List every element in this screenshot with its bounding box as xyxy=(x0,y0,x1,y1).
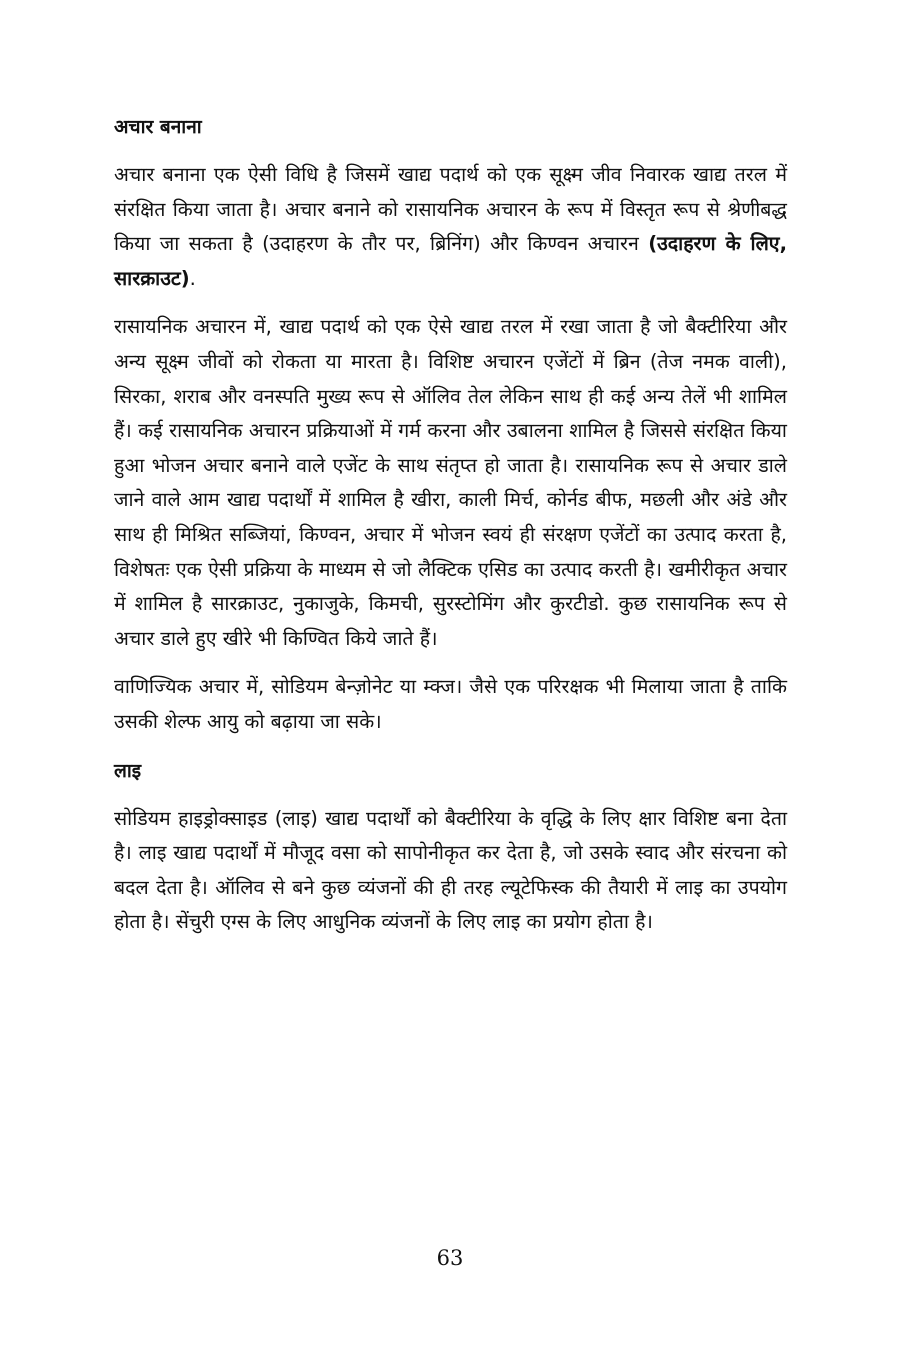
paragraph-lye xyxy=(114,802,787,940)
section-heading-lye: लाइ xyxy=(114,759,142,782)
paragraph-text: अचार बनाना एक ऐसी विधि है जिसमें खाद्य पदार्थ को एक सूक्ष्म जीव निवारक खाद्य तरल में संरक्षित किया जाता है। अचार बनाने को रासायनिक अचारन के रूप में विस्तृत रूप से श्रेणीबद्ध किया जा सकता है (उदाहरण के तौर पर, ब्रिनिंग) और किण्वन अचारन xyxy=(114,163,787,256)
paragraph-text: सोडियम हाइड्रोक्साइड (लाइ) खाद्य पदार्थों को बैक्टीरिया के वृद्धि के लिए क्षार विशिष्ट बना देता है। लाइ खाद्य पदार्थों में मौजूद वसा को सापोनीकृत कर देता है, जो उसके स्वाद और संरचना को बदल देता है। ऑलिव से बने कुछ व्यंजनों की ही तरह ल्यूटेफिस्क की तैयारी में लाइ का उपयोग होता है। सेंचुरी एग्स के लिए आधुनिक व्यंजनों के लिए लाइ का प्रयोग होता है। xyxy=(114,806,787,934)
section-heading-pickling: अचार बनाना xyxy=(114,116,202,138)
paragraph-commercial-pickling xyxy=(114,670,787,739)
paragraph-chemical-pickling xyxy=(114,310,787,656)
paragraph-pickling-intro xyxy=(114,158,787,296)
page-number: 63 xyxy=(436,1246,464,1270)
paragraph-text: वाणिज्यिक अचार में, सोडियम बेन्ज़ोनेट या म्क्ज। जैसे एक परिरक्षक भी मिलाया जाता है ताकि उसकी शेल्फ आयु को बढ़ाया जा सके। xyxy=(114,675,787,733)
paragraph-bold-example: (उदाहरण के लिए, सारक्राउट) xyxy=(114,232,787,290)
paragraph-text: रासायनिक अचारन में, खाद्य पदार्थ को एक ऐसे खाद्य तरल में रखा जाता है जो बैक्टीरिया और अन्य सूक्ष्म जीवों को रोकता या मारता है। विशिष्ट अचारन एजेंटों में ब्रिन (तेज नमक वाली), सिरका, शराब और वनस्पति मुख्य रूप से ऑलिव तेल लेकिन साथ ही कई अन्य तेलें भी शामिल हैं। कई रासायनिक अचारन प्रक्रियाओं में गर्म करना और उबालना शामिल है जिससे संरक्षित किया हुआ भोजन अचार बनाने वाले एजेंट के साथ संतृप्त हो जाता है। रासायनिक रूप से अचार डाले जाने वाले आम खाद्य पदार्थों में शामिल है खीरा, काली मिर्च, कोर्नड बीफ, मछली और अंडे और साथ ही मिश्रित सब्जियां, किण्वन, अचार में भोजन स्वयं ही संरक्षण एजेंटों का उत्पाद करता है, विशेषतः एक ऐसी प्रक्रिया के माध्यम से जो लैक्टिक एसिड का उत्पाद करती है। खमीरीकृत अचार में शामिल है सारक्राउट, नुकाजुके, किमची, सुरस्टोमिंग और कुरटीडो. कुछ रासायनिक रूप से अचार डाले हुए खीरे भी किण्वित किये जाते हैं। xyxy=(114,315,787,650)
page-body xyxy=(114,112,787,954)
paragraph-end: . xyxy=(189,266,196,290)
